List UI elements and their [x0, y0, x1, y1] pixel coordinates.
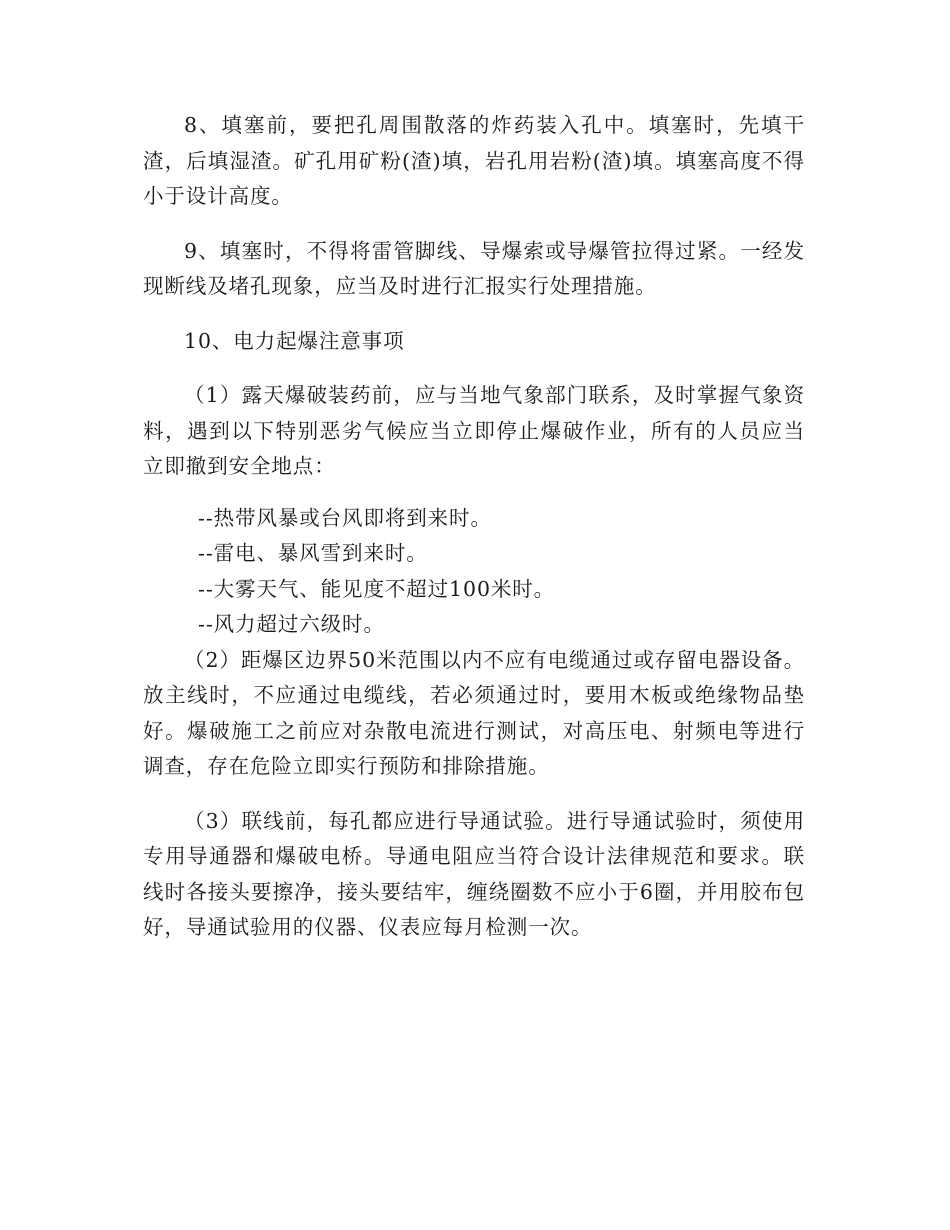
- paragraph-item-10-heading: 10、电力起爆注意事项: [184, 328, 405, 353]
- weather-bullet-item: --雷电、暴风雪到来时。: [198, 541, 428, 565]
- weather-bullet-item: --大雾天气、能见度不超过100米时。: [198, 576, 556, 601]
- paragraph-item-10-2: （2）距爆区边界50米范围以内不应有电缆通过或存留电器设备。放主线时，不应通过电缆线，若必须通过时，要用木板或绝缘物品垫好。爆破施工之前应对杂散电流进行测试，对高压电、射频电等进行调查，存在危险立即实行预防和排除措施。: [143, 647, 805, 778]
- paragraph-item-8: 8、填塞前，要把孔周围散落的炸药装入孔中。填塞时，先填干渣，后填湿渣。矿孔用矿粉(渣)填，岩孔用岩粉(渣)填。填塞高度不得小于设计高度。: [143, 113, 805, 208]
- paragraph-item-10-3: （3）联线前，每孔都应进行导通试验。进行导通试验时，须使用专用导通器和爆破电桥。导通电阻应当符合设计法律规范和要求。联线时各接头要擦净，接头要结牢，缠绕圈数不应小于6圈，并用胶布包好，导通试验用的仪器、仪表应每月检测一次。: [143, 808, 805, 939]
- paragraph-item-9: 9、填塞时，不得将雷管脚线、导爆索或导爆管拉得过紧。一经发现断线及堵孔现象，应当及时进行汇报实行处理措施。: [143, 238, 805, 298]
- weather-bullet-item: --风力超过六级时。: [198, 612, 385, 636]
- document-body: [143, 108, 805, 946]
- weather-bullet-item: --热带风暴或台风即将到来时。: [198, 505, 492, 530]
- paragraph-item-10-1: （1）露天爆破装药前，应与当地气象部门联系，及时掌握气象资料，遇到以下特别恶劣气候应当立即停止爆破作业，所有的人员应当立即撤到安全地点：: [143, 383, 805, 478]
